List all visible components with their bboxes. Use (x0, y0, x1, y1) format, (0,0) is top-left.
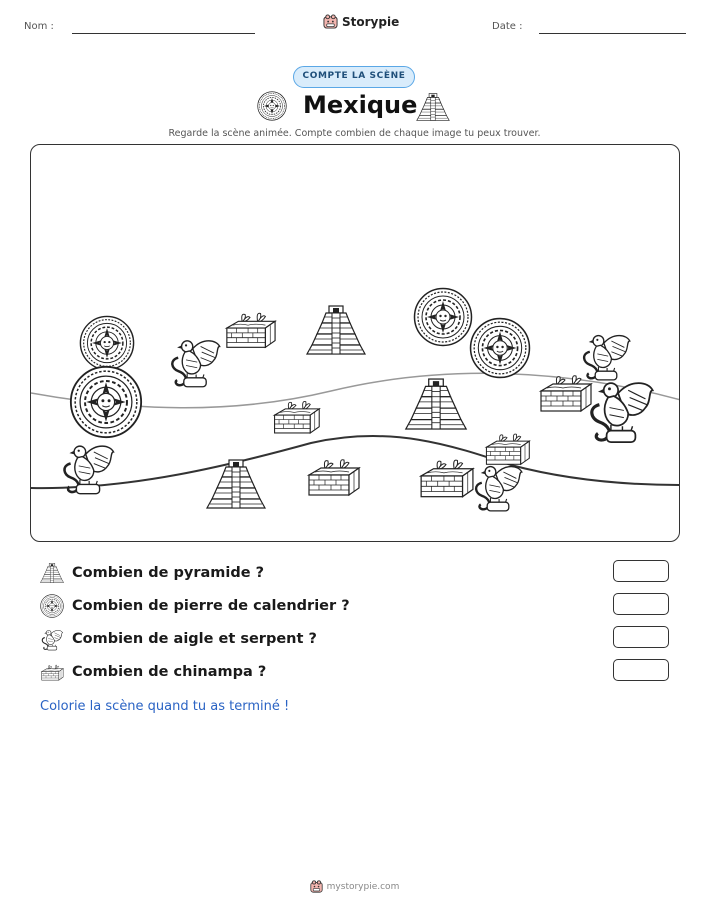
calendar-stone-icon (40, 594, 64, 618)
answer-box-calendar-stone[interactable] (613, 593, 669, 615)
question-pyramid (40, 561, 264, 585)
chinampa-icon (40, 660, 64, 684)
calendar-stone-icon (257, 91, 287, 121)
footer-url[interactable]: mystorypie.com (326, 881, 400, 892)
page-title: Mexique (303, 91, 418, 119)
chinampa (275, 401, 320, 433)
activity-badge: COMPTE LA SCÈNE (293, 66, 415, 88)
chinampa (421, 460, 473, 497)
date-label: Date : (492, 21, 523, 32)
pyramid-icon (416, 93, 450, 121)
pyramid (406, 379, 466, 429)
brand (323, 14, 399, 29)
pyramid (307, 306, 365, 354)
question-text: Combien de aigle et serpent ? (72, 631, 317, 647)
question-calendar-stone (40, 594, 350, 618)
calendar-stone (71, 367, 141, 437)
calendar-stone (415, 289, 472, 346)
answer-box-eagle-serpent[interactable] (613, 626, 669, 648)
eagle-serpent-icon (40, 627, 64, 651)
instructions: Regarde la scène animée. Compte combien de chaque image tu peux trouver. (168, 128, 541, 139)
coloring-note: Colorie la scène quand tu as terminé ! (40, 699, 290, 714)
pyramid-icon (40, 561, 64, 585)
calendar-stone (80, 316, 133, 369)
brand-name: Storypie (342, 14, 400, 29)
eagle-serpent (592, 383, 653, 442)
question-text: Combien de chinampa ? (72, 664, 267, 680)
chinampa (541, 376, 591, 411)
chinampa (486, 434, 529, 464)
date-field[interactable] (539, 33, 686, 34)
question-chinampa (40, 660, 266, 684)
question-text: Combien de pierre de calendrier ? (72, 598, 350, 614)
eagle-serpent (476, 467, 522, 511)
counting-scene (30, 144, 680, 542)
eagle-serpent (172, 341, 219, 387)
chinampa (309, 460, 359, 495)
answer-box-pyramid[interactable] (613, 560, 669, 582)
storypie-logo-icon (310, 880, 323, 893)
name-label: Nom : (24, 21, 54, 32)
chinampa (227, 313, 275, 347)
name-field[interactable] (72, 33, 255, 34)
question-eagle-serpent (40, 627, 317, 651)
footer (0, 880, 709, 893)
eagle-serpent (584, 336, 630, 380)
answer-box-chinampa[interactable] (613, 659, 669, 681)
calendar-stone (471, 319, 530, 378)
scene-illustration (31, 145, 680, 542)
question-text: Combien de pyramide ? (72, 565, 265, 581)
storypie-logo-icon (323, 14, 338, 29)
